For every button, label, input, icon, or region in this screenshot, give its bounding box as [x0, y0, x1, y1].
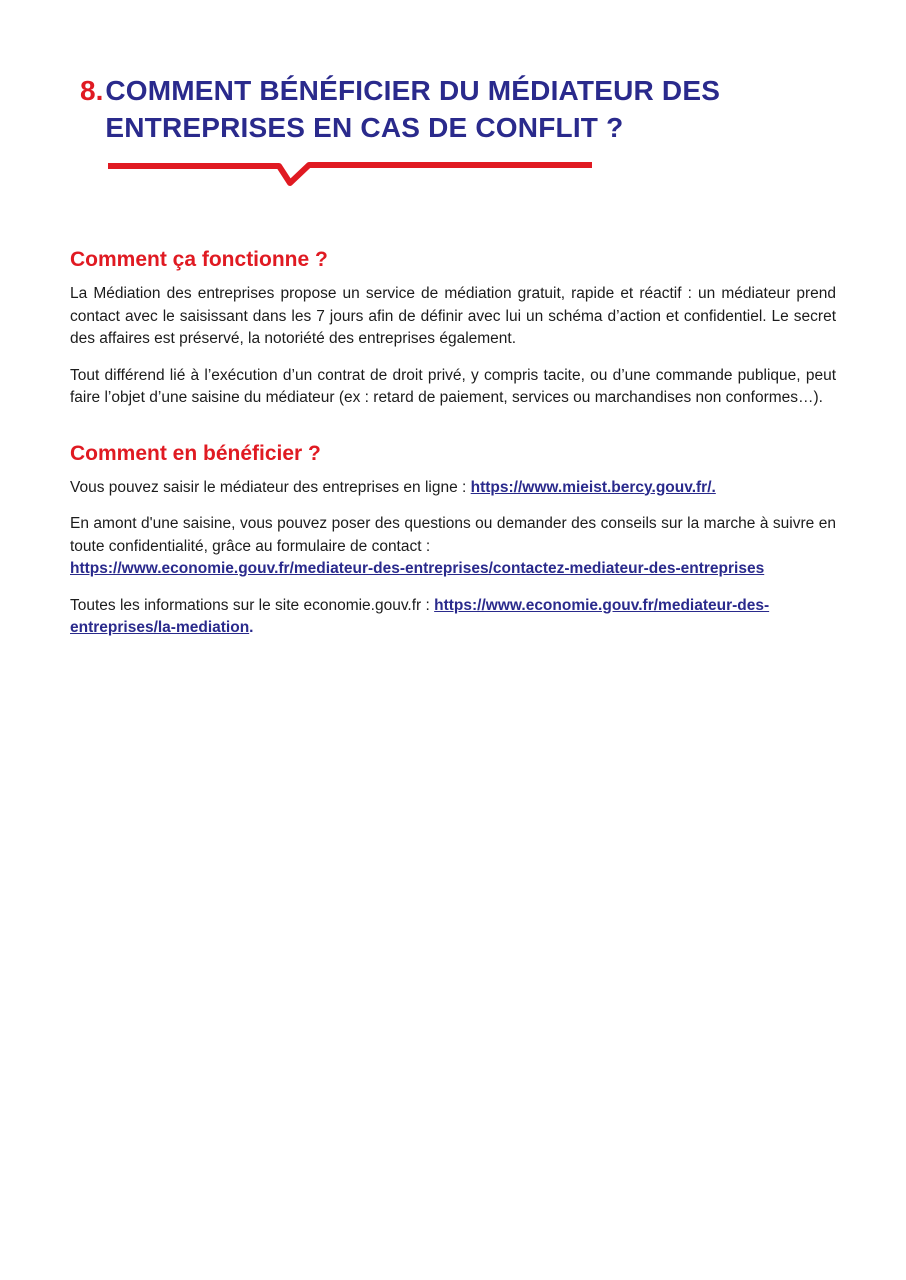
link-la-mediation[interactable]: https://www.economie.gouv.fr/mediateur-des-entreprises/la-mediation [70, 596, 770, 636]
saisir-text: Vous pouvez saisir le médiateur des entreprises en ligne : [70, 478, 471, 496]
section-heading-beneficier: Comment en bénéficier ? [70, 441, 321, 465]
title-block [80, 72, 840, 146]
paragraph-mediation-service: La Médiation des entreprises propose un service de médiation gratuit, rapide et réactif : un médiateur prend contact avec le saisissant dans les 7 jours afin de définir avec lui un schéma d’action et confidentiel. Le secret des affaires est préservé, la notoriété des entreprises également. [70, 285, 836, 347]
link-contactez-mediateur[interactable]: https://www.economie.gouv.fr/mediateur-des-entreprises/contactez-mediateur-des-entreprises [70, 560, 765, 577]
en-amont-text: En amont d'une saisine, vous pouvez poser des questions ou demander des conseils sur la marche à suivre en toute confidentialité, grâce au formulaire de contact : [70, 515, 836, 555]
toutes-infos-text: Toutes les informations sur le site economie.gouv.fr : [70, 596, 435, 614]
paragraph-saisir-en-ligne [70, 477, 836, 500]
section-comment-en-beneficier [70, 442, 836, 640]
section-comment-ca-fonctionne [70, 248, 836, 410]
document-content [70, 248, 836, 654]
paragraph-en-amont [70, 513, 836, 581]
paragraph-toutes-informations [70, 595, 836, 640]
page-title [105, 72, 720, 146]
paragraph-differend: Tout différend lié à l’exécution d’un contrat de droit privé, y compris tacite, ou d’une commande publique, peut faire l’objet d’une saisine du médiateur (ex : retard de paiement, services ou marchandises non conformes…). [70, 366, 836, 406]
title-underline-decoration [105, 155, 595, 191]
section-number: 8. [80, 75, 104, 106]
section-heading-fonctionne: Comment ça fonctionne ? [70, 248, 328, 271]
link-mieist-bercy[interactable]: https://www.mieist.bercy.gouv.fr/. [470, 478, 716, 496]
page-title-line-1: COMMENT BÉNÉFICIER DU MÉDIATEUR DES [105, 75, 721, 106]
link-suffix-period: . [249, 619, 254, 636]
page-title-line-2: ENTREPRISES EN CAS DE CONFLIT ? [105, 112, 624, 143]
